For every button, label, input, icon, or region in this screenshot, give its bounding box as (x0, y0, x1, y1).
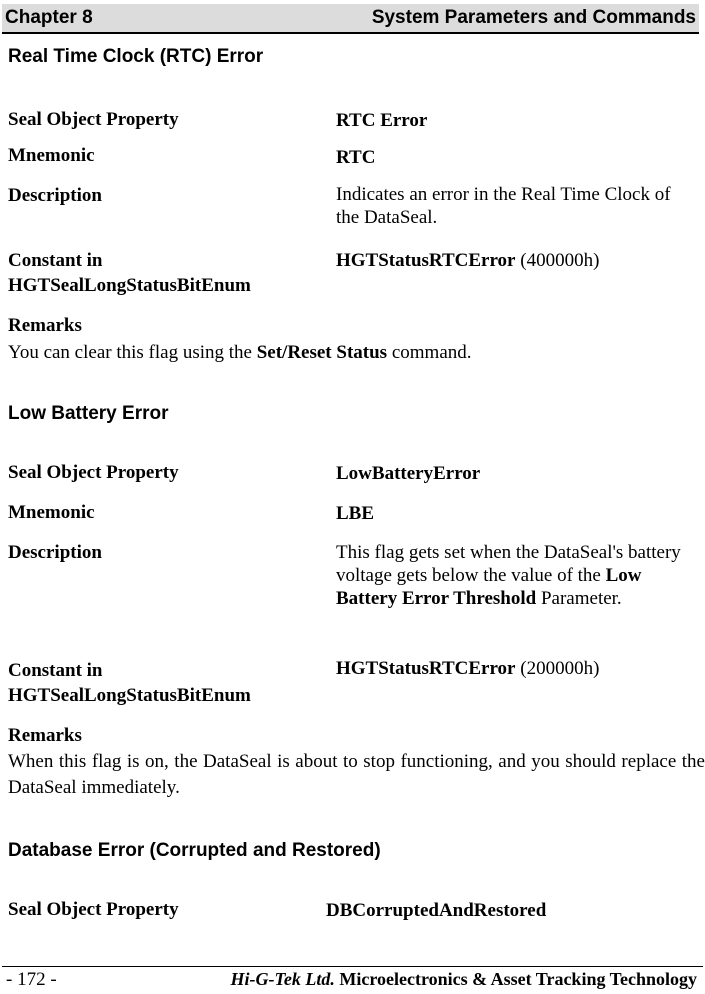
company-tagline: Microelectronics & Asset Tracking Technology (339, 969, 697, 989)
chapter-label: Chapter 8 (5, 7, 93, 28)
description-label: Description (8, 185, 102, 206)
description-text-post: Parameter. (536, 588, 622, 609)
chapter-title: System Parameters and Commands (371, 7, 696, 28)
prop-label: Seal Object Property (8, 109, 179, 130)
constant-label-line2: HGTSealLongStatusBitEnum (8, 275, 251, 296)
section-heading-database-error: Database Error (Corrupted and Restored) (8, 840, 381, 861)
section-heading-low-battery: Low Battery Error (8, 403, 169, 424)
prop-label: Seal Object Property (8, 462, 179, 483)
prop-label: Seal Object Property (8, 899, 179, 920)
description-label: Description (8, 542, 102, 563)
footer-company (231, 969, 697, 990)
mnemonic-value: RTC (336, 147, 376, 168)
description-param: Low Battery Error Threshold (336, 565, 642, 609)
description-value: Indicates an error in the Real Time Clock of the DataSeal. (336, 184, 671, 228)
constant-value (336, 249, 696, 272)
constant-hex: (400000h) (520, 250, 600, 271)
remarks-label: Remarks (8, 315, 82, 336)
company-name: Hi-G-Tek Ltd. (230, 969, 335, 989)
mnemonic-value: LBE (336, 503, 375, 524)
page-number: - 172 - (6, 969, 57, 990)
constant-hex: (200000h) (520, 658, 600, 679)
constant-name: HGTStatusRTCError (336, 658, 516, 679)
mnemonic-label: Mnemonic (8, 145, 95, 166)
remarks-text-pre: You can clear this flag using the (8, 342, 257, 363)
constant-label-line2: HGTSealLongStatusBitEnum (8, 685, 251, 706)
remarks-command: Set/Reset Status (256, 342, 388, 363)
remarks-text-post: command. (387, 342, 472, 363)
prop-value: RTC Error (336, 110, 428, 131)
prop-value: LowBatteryError (336, 463, 481, 484)
description-text-pre: This flag gets set when the DataSeal's battery voltage gets below the value of the (336, 542, 681, 586)
footer-rule (2, 966, 703, 967)
constant-value (336, 657, 696, 680)
mnemonic-label: Mnemonic (8, 502, 95, 523)
remarks-label: Remarks (8, 725, 82, 746)
section-heading-rtc: Real Time Clock (RTC) Error (8, 46, 264, 67)
constant-name: HGTStatusRTCError (336, 250, 516, 271)
page-header (2, 4, 699, 34)
constant-label-line1: Constant in (8, 660, 103, 681)
description-value (336, 541, 698, 610)
remarks-text (8, 340, 705, 366)
constant-label-line1: Constant in (8, 250, 103, 271)
prop-value: DBCorruptedAndRestored (326, 900, 547, 921)
remarks-text: When this flag is on, the DataSeal is about to stop functioning, and you should replace the DataSeal immediately. (8, 751, 705, 798)
